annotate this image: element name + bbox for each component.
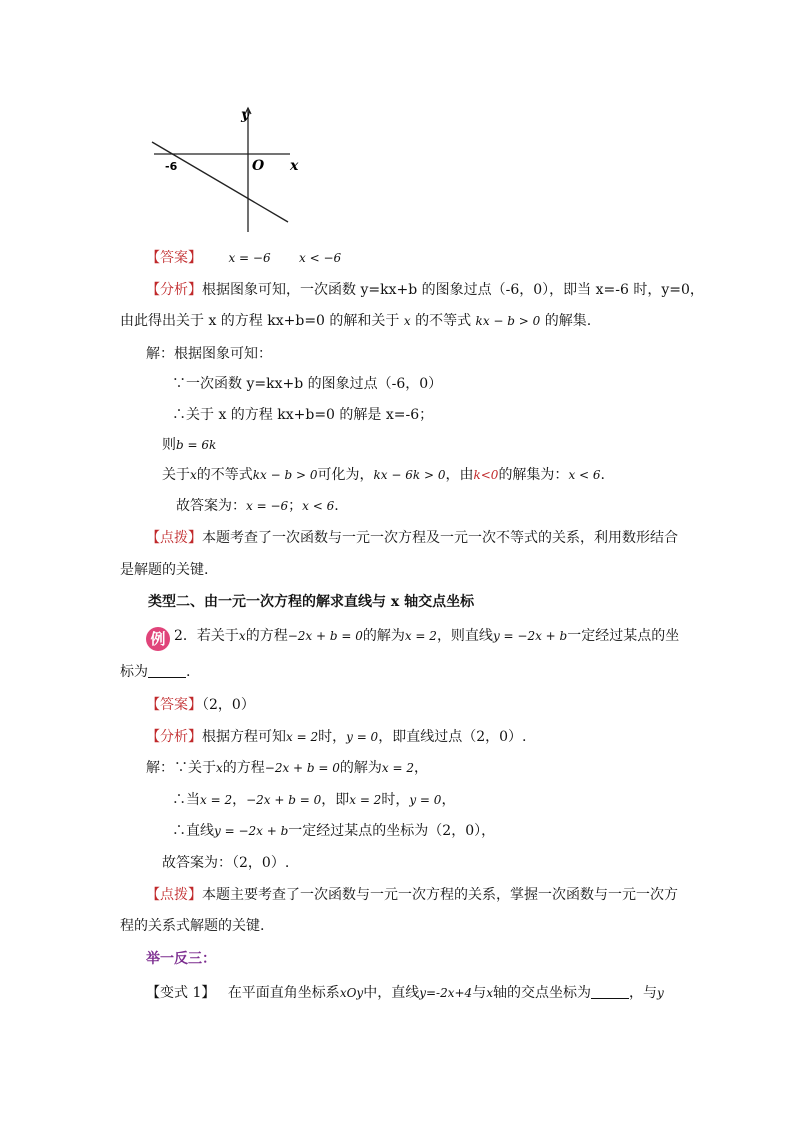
q1-tip-line-1	[146, 528, 678, 548]
math-expr: x < 6	[302, 499, 335, 513]
answer-value-2: x < −6	[299, 251, 342, 265]
function-graph	[140, 104, 305, 234]
math-expr: x = 2	[286, 730, 319, 744]
variant-text: ，与	[628, 985, 657, 1001]
q2-solution-line-2	[172, 790, 455, 810]
solution-text: ∴直线	[172, 823, 214, 839]
solution-text: 关于	[162, 467, 190, 483]
math-var: x	[238, 629, 246, 643]
stem-text: 的解为	[362, 628, 405, 644]
solution-text: .	[600, 467, 605, 483]
math-expr: kx − b > 0	[475, 314, 541, 328]
analysis-text: 的解集.	[544, 313, 592, 329]
variant-text: 与	[472, 985, 487, 1001]
solution-text: ，	[441, 792, 456, 808]
variant1-line	[146, 983, 664, 1003]
practice-heading: 举一反三：	[146, 951, 216, 967]
math-expr: x = 2	[404, 629, 437, 643]
solution-text: ；	[288, 498, 303, 514]
q1-solution-line-4	[162, 435, 216, 455]
answer-tag: 【答案】	[146, 697, 202, 713]
answer-value-1: x = −6	[228, 251, 271, 265]
math-expr: x = 2	[200, 793, 233, 807]
q2-final-answer: 故答案为：（2，0）.	[162, 855, 290, 871]
graph-svg	[140, 104, 305, 234]
q2-tip-line-2: 程的关系式解题的关键.	[120, 918, 265, 934]
q1-tip-line-2: 是解题的关键.	[120, 562, 209, 578]
analysis-text: 根据图象可知，一次函数 y=kx+b 的图象过点（-6，0），即当 x=-6 时，y=0，	[202, 282, 704, 298]
q1-answer-line	[146, 248, 341, 268]
solution-text: 故答案为：	[176, 498, 246, 514]
solution-text: 一定经过某点的坐标为（2，0），	[288, 823, 496, 839]
math-expr: y = 0	[346, 730, 379, 744]
tip-tag: 【点拨】	[146, 887, 202, 903]
math-expr: kx − b > 0	[252, 468, 318, 482]
analysis-tag: 【分析】	[146, 729, 202, 745]
math-expr: y = −2x + b	[214, 824, 289, 838]
solution-text: ∴当	[172, 792, 200, 808]
solution-text: 的方程	[222, 760, 265, 776]
analysis-text: 的不等式	[415, 313, 472, 329]
q2-stem-line-2	[120, 662, 190, 682]
math-expr: y = 0	[409, 793, 442, 807]
solution-text: 则	[162, 437, 176, 453]
math-expr: b = 6k	[176, 438, 217, 452]
answer-tag: 【答案】	[146, 250, 202, 266]
math-var: x	[403, 314, 411, 328]
math-expr: y=-2x+4	[419, 986, 473, 1000]
q2-solution-line-1	[146, 758, 428, 778]
math-expr: y = −2x + b	[492, 629, 568, 643]
q2-solution-line-3	[172, 821, 495, 841]
q1-solution-line-3: ∴关于 x 的方程 kx+b=0 的解是 x=-6；	[172, 407, 434, 423]
example-badge-icon: 例	[146, 627, 170, 651]
q1-analysis-line-2	[120, 311, 591, 331]
solution-text: 的解集为：	[498, 467, 569, 483]
q1-analysis-line-1	[146, 280, 704, 300]
stem-text: 标为	[120, 664, 148, 680]
math-expr: kx − 6k > 0	[373, 468, 446, 482]
answer-blank	[591, 984, 629, 999]
variant-text: 中，直线	[363, 985, 420, 1001]
stem-text: .	[186, 664, 191, 680]
x-axis-label: x	[290, 158, 299, 174]
math-expr: k<0	[473, 468, 499, 482]
tip-text: 本题考查了一次函数与一元一次方程及一元一次不等式的关系，利用数形结合	[202, 530, 678, 546]
q1-final-answer	[176, 496, 339, 516]
variant-text: 轴的交点坐标为	[492, 985, 591, 1001]
math-var: x	[190, 468, 197, 482]
section-heading-type2: 类型二、由一元一次方程的解求直线与 x 轴交点坐标	[148, 594, 475, 610]
solution-text: ，	[232, 792, 247, 808]
variant-text: 在平面直角坐标系	[227, 985, 340, 1001]
answer-blank	[148, 663, 186, 678]
solution-text: 的解为	[339, 760, 382, 776]
math-expr: −2x + b = 0	[287, 629, 363, 643]
q1-solution-line-1: 解：根据图象可知：	[146, 346, 272, 362]
answer-value: （2，0）	[202, 697, 255, 713]
analysis-text: 由此得出关于 x 的方程 kx+b=0 的解和关于	[120, 313, 400, 329]
math-var: x	[486, 986, 493, 1000]
solution-text: ，	[414, 760, 429, 776]
stem-text: 的方程	[245, 628, 288, 644]
tip-tag: 【点拨】	[146, 530, 202, 546]
stem-text: ，则直线	[436, 628, 493, 644]
solution-text: 的不等式	[196, 467, 253, 483]
x-intercept-label: -6	[165, 160, 178, 173]
math-expr: x = −6	[246, 499, 289, 513]
math-expr: −2x + b = 0	[246, 793, 322, 807]
q2-tip-line-1	[146, 885, 678, 905]
solution-text: ，由	[445, 467, 474, 483]
q2-stem-line-1	[146, 626, 679, 651]
q1-solution-line-5	[162, 465, 605, 485]
q1-solution-line-2: ∵一次函数 y=kx+b 的图象过点（-6，0）	[172, 376, 443, 392]
math-var: x	[216, 761, 223, 775]
solution-text: 时，	[381, 792, 410, 808]
solution-text: 解：∵关于	[146, 760, 216, 776]
math-expr: x = 2	[381, 761, 415, 775]
solution-text: ，即	[321, 792, 350, 808]
solution-text: .	[334, 498, 339, 514]
variant-tag: 【变式 1】	[146, 985, 216, 1001]
analysis-text: 时，	[318, 729, 347, 745]
math-expr: x < 6	[568, 468, 601, 482]
solution-text: 可化为，	[317, 467, 374, 483]
math-var: y	[656, 986, 664, 1000]
origin-label: O	[252, 158, 265, 174]
analysis-text: 根据方程可知	[202, 729, 286, 745]
tip-text: 本题主要考查了一次函数与一元一次方程的关系，掌握一次函数与一元一次方	[202, 887, 678, 903]
math-expr: −2x + b = 0	[264, 761, 340, 775]
analysis-tag: 【分析】	[146, 282, 202, 298]
analysis-text: ，即直线过点（2，0）.	[378, 729, 527, 745]
math-expr: xOy	[339, 986, 364, 1000]
math-expr: x = 2	[349, 793, 382, 807]
q2-answer-line	[146, 695, 255, 715]
stem-text: 一定经过某点的坐	[567, 628, 680, 644]
q2-analysis-line	[146, 727, 526, 747]
y-axis-label: y	[241, 107, 250, 123]
stem-text: 2．若关于	[174, 628, 239, 644]
